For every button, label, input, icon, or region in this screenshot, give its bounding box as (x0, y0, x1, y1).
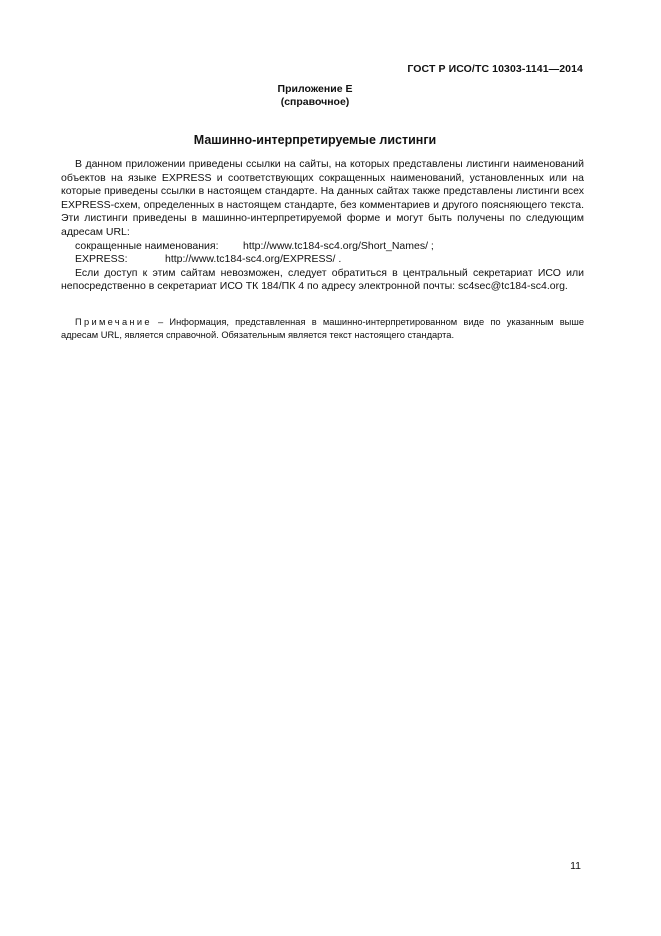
annex-type: (справочное) (280, 96, 350, 108)
annex-title: Машинно-интерпретируемые листинги (193, 133, 437, 147)
url-link-express[interactable]: http://www.tc184-sc4.org/EXPRESS/ . (165, 253, 342, 266)
page-number: 11 (570, 860, 581, 872)
body-paragraph-contact: Если доступ к этим сайтам невозможен, следует обратиться в центральный секретариат ИСО или непосредственно в секретариат ИСО ТК 184/ПК 4 по адресу электронной почты: sc4sec@tc184-sc4.org. (61, 266, 584, 293)
annex-body (61, 158, 584, 294)
url-link-short-names[interactable]: http://www.tc184-sc4.org/Short_Names/ ; (243, 239, 434, 252)
note-text: – Информация, представленная в машинно-интерпретированном виде по указанным выше адресам URL, является справочной. Обязательным является текст настоящего стандарта. (61, 317, 584, 340)
annex-heading (0, 83, 630, 109)
note-label: Примечание (75, 317, 152, 327)
url-label-express: EXPRESS: (75, 253, 128, 266)
url-row-express (61, 253, 584, 267)
body-paragraph-intro: В данном приложении приведены ссылки на сайты, на которых представлены листинги наименований объектов на языке EXPRESS и соответствующих сокращенных наименований, установленных или на которые приведены ссылки в настоящем стандарте. На данных сайтах также представлены листинги всех EXPRESS-схем, определенных в настоящем стандарте, без комментариев и другого поясняющего текста. Эти листинги приведены в машинно-интерпретируемой форме и могут быть получены по следующим адресам URL: (61, 158, 584, 238)
note-block (61, 316, 584, 341)
url-label-short-names: сокращенные наименования: (75, 239, 219, 252)
url-row-short-names (61, 240, 584, 254)
annex-label: Приложение Е (277, 83, 353, 95)
standard-number-header: ГОСТ Р ИСО/ТС 10303-1141—2014 (407, 63, 583, 75)
